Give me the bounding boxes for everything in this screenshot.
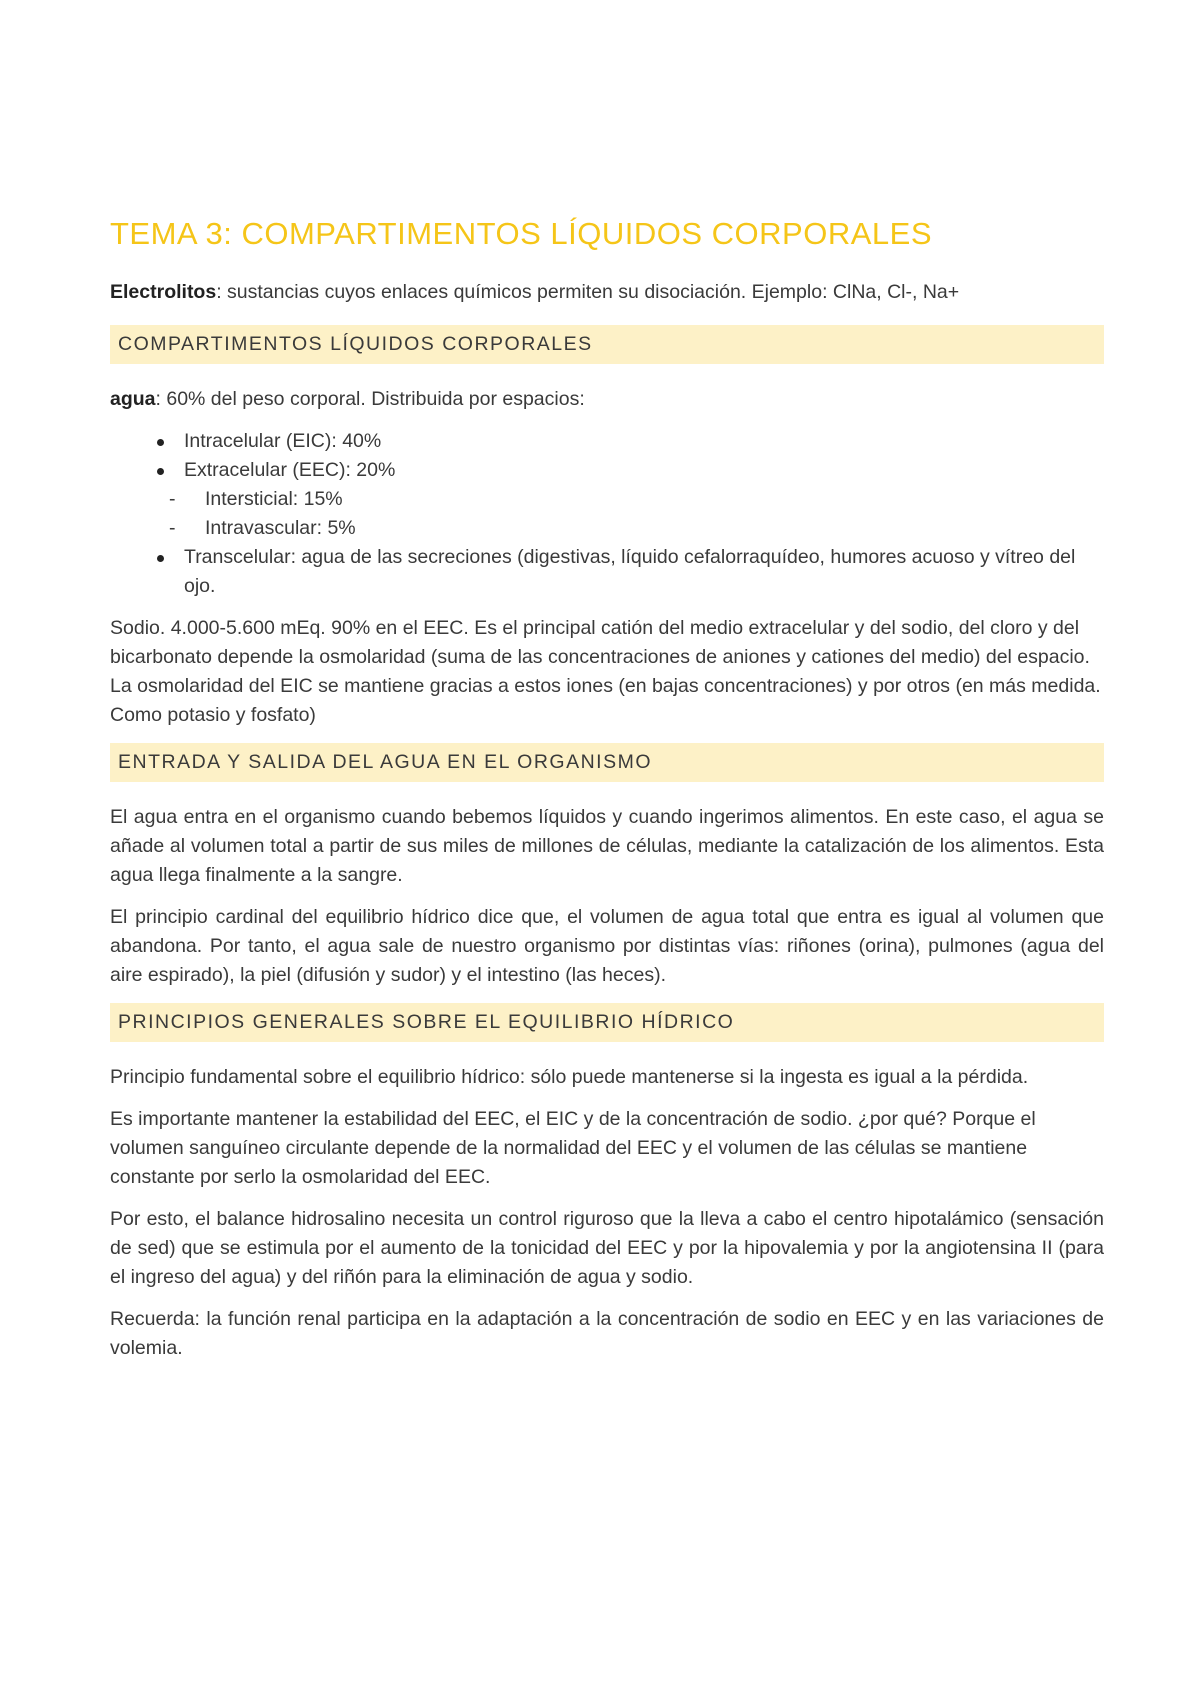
list-subitem-intravascular [110, 514, 1104, 543]
bullet-icon [157, 468, 164, 475]
dash-icon: - [169, 488, 176, 511]
paragraph-balance: Por esto, el balance hidrosalino necesita un control riguroso que la lleva a cabo el centro hipotalámico (sensación de sed) que se estimula por el aumento de la tonicidad del EEC y por la hipovalemia y por la angiotensina II (para el ingreso del agua) y del riñón para la eliminación de agua y sodio. [110, 1208, 1104, 1289]
section-heading-principios: PRINCIPIOS GENERALES SOBRE EL EQUILIBRIO HÍDRICO [110, 1003, 1104, 1042]
paragraph-sodio: Sodio. 4.000-5.600 mEq. 90% en el EEC. Es el principal catión del medio extracelular y del sodio, del cloro y del bicarbonato depende la osmolaridad (suma de las concentraciones de aniones y cationes del medio) del espacio. La osmolaridad del EIC se mantiene gracias a estos iones (en bajas concentraciones) y por otros (en más medida. Como potasio y fosfato) [110, 617, 1101, 727]
agua-text: : 60% del peso corporal. Distribuida por espacios: [155, 388, 585, 411]
list-item-text: Intravascular: 5% [205, 517, 356, 540]
electrolitos-term: Electrolitos [110, 281, 217, 304]
paragraph-entrada: El agua entra en el organismo cuando bebemos líquidos y cuando ingerimos alimentos. En este caso, el agua se añade al volumen total a partir de sus miles de millones de células, mediante la catalización de los alimentos. Esta agua llega finalmente a la sangre. [110, 806, 1104, 887]
section-heading-compartimentos: COMPARTIMENTOS LÍQUIDOS CORPORALES [110, 325, 1104, 364]
list-item-text: Intersticial: 15% [205, 488, 343, 511]
document-title: TEMA 3: COMPARTIMENTOS LÍQUIDOS CORPORALES [110, 216, 932, 251]
bullet-icon [157, 439, 164, 446]
paragraph-fundamental: Principio fundamental sobre el equilibrio hídrico: sólo puede mantenerse si la ingesta es igual a la pérdida. [110, 1066, 1029, 1089]
list-item-text: Transcelular: agua de las secreciones (digestivas, líquido cefalorraquídeo, humores acuoso y vítreo del ojo. [184, 546, 1076, 598]
agua-term: agua [110, 388, 156, 411]
agua-definition [110, 385, 1104, 414]
electrolitos-definition [110, 278, 1104, 307]
list-item-text: Extracelular (EEC): 20% [184, 459, 396, 482]
dash-icon: - [169, 517, 176, 540]
compartments-list [110, 427, 1104, 601]
section-heading-entrada-salida: ENTRADA Y SALIDA DEL AGUA EN EL ORGANISMO [110, 743, 1104, 782]
list-subitem-intersticial [110, 485, 1104, 514]
paragraph-recuerda: Recuerda: la función renal participa en la adaptación a la concentración de sodio en EEC y en las variaciones de volemia. [110, 1308, 1104, 1360]
paragraph-cardinal: El principio cardinal del equilibrio hídrico dice que, el volumen de agua total que entra es igual al volumen que abandona. Por tanto, el agua sale de nuestro organismo por distintas vías: riñones (orina), pulmones (agua del aire espirado), la piel (difusión y sudor) y el intestino (las heces). [110, 906, 1104, 987]
paragraph-importante: Es importante mantener la estabilidad del EEC, el EIC y de la concentración de sodio. ¿por qué? Porque el volumen sanguíneo circulante depende de la normalidad del EEC y el volumen de las células se mantiene constante por serlo la osmolaridad del EEC. [110, 1108, 1036, 1189]
list-item-transcelular [110, 543, 1104, 601]
list-item-extracelular [110, 456, 1104, 485]
list-item-intracelular [110, 427, 1104, 456]
bullet-icon [157, 555, 164, 562]
document-page [110, 215, 1104, 1363]
electrolitos-text: : sustancias cuyos enlaces químicos permiten su disociación. Ejemplo: ClNa, Cl-, Na+ [216, 281, 960, 304]
list-item-text: Intracelular (EIC): 40% [184, 430, 382, 453]
